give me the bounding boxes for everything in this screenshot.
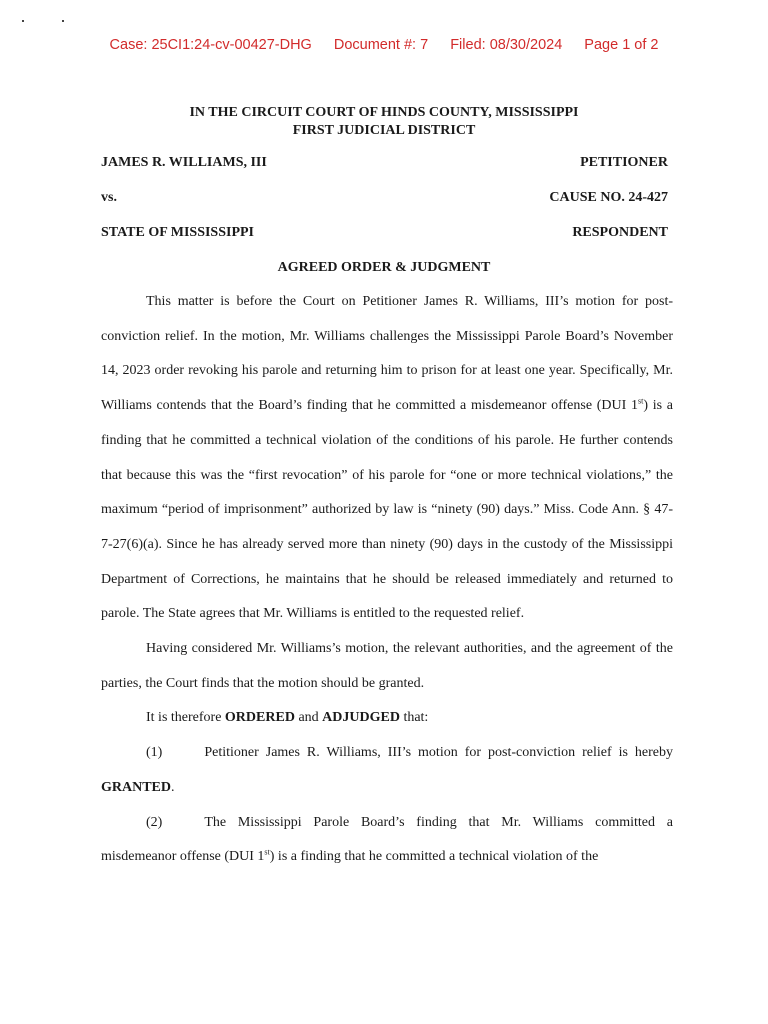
- respondent-name: STATE OF MISSISSIPPI: [101, 225, 255, 240]
- paragraph-background: This matter is before the Court on Petitioner James R. Williams, III’s motion for post-conviction relief. In the motion, Mr. Williams challenges the Mississippi Parole Board’s November 14, 2023 order revoking his parole and returning him to prison for at least one year. Specifically, Mr. Williams contends that the Board’s finding that he committed a misdemeanor offense (DUI 1st) is a finding that he committed a technical violation of the conditions of his parole. He further contends that because this was the “first revocation” of his parole for “one or more technical violations,” the maximum “period of imprisonment” authorized by law is “ninety (90) days.” Miss. Code Ann. § 47-7-27(6)(a). Since he has already served more than ninety (90) days in the custody of the Mississippi Department of Corrections, he maintains that he should be released immediately and returned to parole. The State agrees that Mr. Williams is entitled to the requested relief.: [101, 294, 673, 622]
- scan-specks: [22, 14, 102, 25]
- court-district: FIRST JUDICIAL DISTRICT: [292, 123, 476, 138]
- respondent-role: RESPONDENT: [572, 225, 668, 240]
- petitioner-role: PETITIONER: [580, 155, 668, 170]
- paragraph-ordered: It is therefore ORDERED and ADJUDGED that:: [146, 710, 429, 726]
- paragraph-findings: Having considered Mr. Williams’s motion, the relevant authorities, and the agreement of the parties, the Court finds that the motion should be granted.: [101, 641, 673, 691]
- respondent-row: [101, 225, 668, 241]
- court-name: IN THE CIRCUIT COURT OF HINDS COUNTY, MISSISSIPPI: [189, 105, 579, 120]
- cause-row: [101, 190, 668, 206]
- petitioner-row: [101, 155, 668, 171]
- court-caption: [0, 104, 768, 140]
- cause-number: CAUSE NO. 24-427: [549, 190, 668, 205]
- filing-stamp: [0, 37, 768, 53]
- order-item-2: (2) The Mississippi Parole Board’s finding that Mr. Williams committed a misdemeanor offense (DUI 1st) is a finding that he committed a technical violation of the: [101, 814, 673, 865]
- order-body: [101, 285, 673, 875]
- versus-label: vs.: [101, 190, 117, 205]
- document-number: Document #: 7: [333, 37, 429, 53]
- document-title: AGREED ORDER & JUDGMENT: [277, 260, 491, 275]
- petitioner-name: JAMES R. WILLIAMS, III: [101, 155, 267, 170]
- page-indicator: Page 1 of 2: [584, 37, 659, 53]
- case-number: Case: 25CI1:24-cv-00427-DHG: [109, 37, 312, 53]
- order-item-1: (1) Petitioner James R. Williams, III’s motion for post-conviction relief is hereby GRANTED.: [101, 745, 673, 795]
- filed-date: Filed: 08/30/2024: [450, 37, 563, 53]
